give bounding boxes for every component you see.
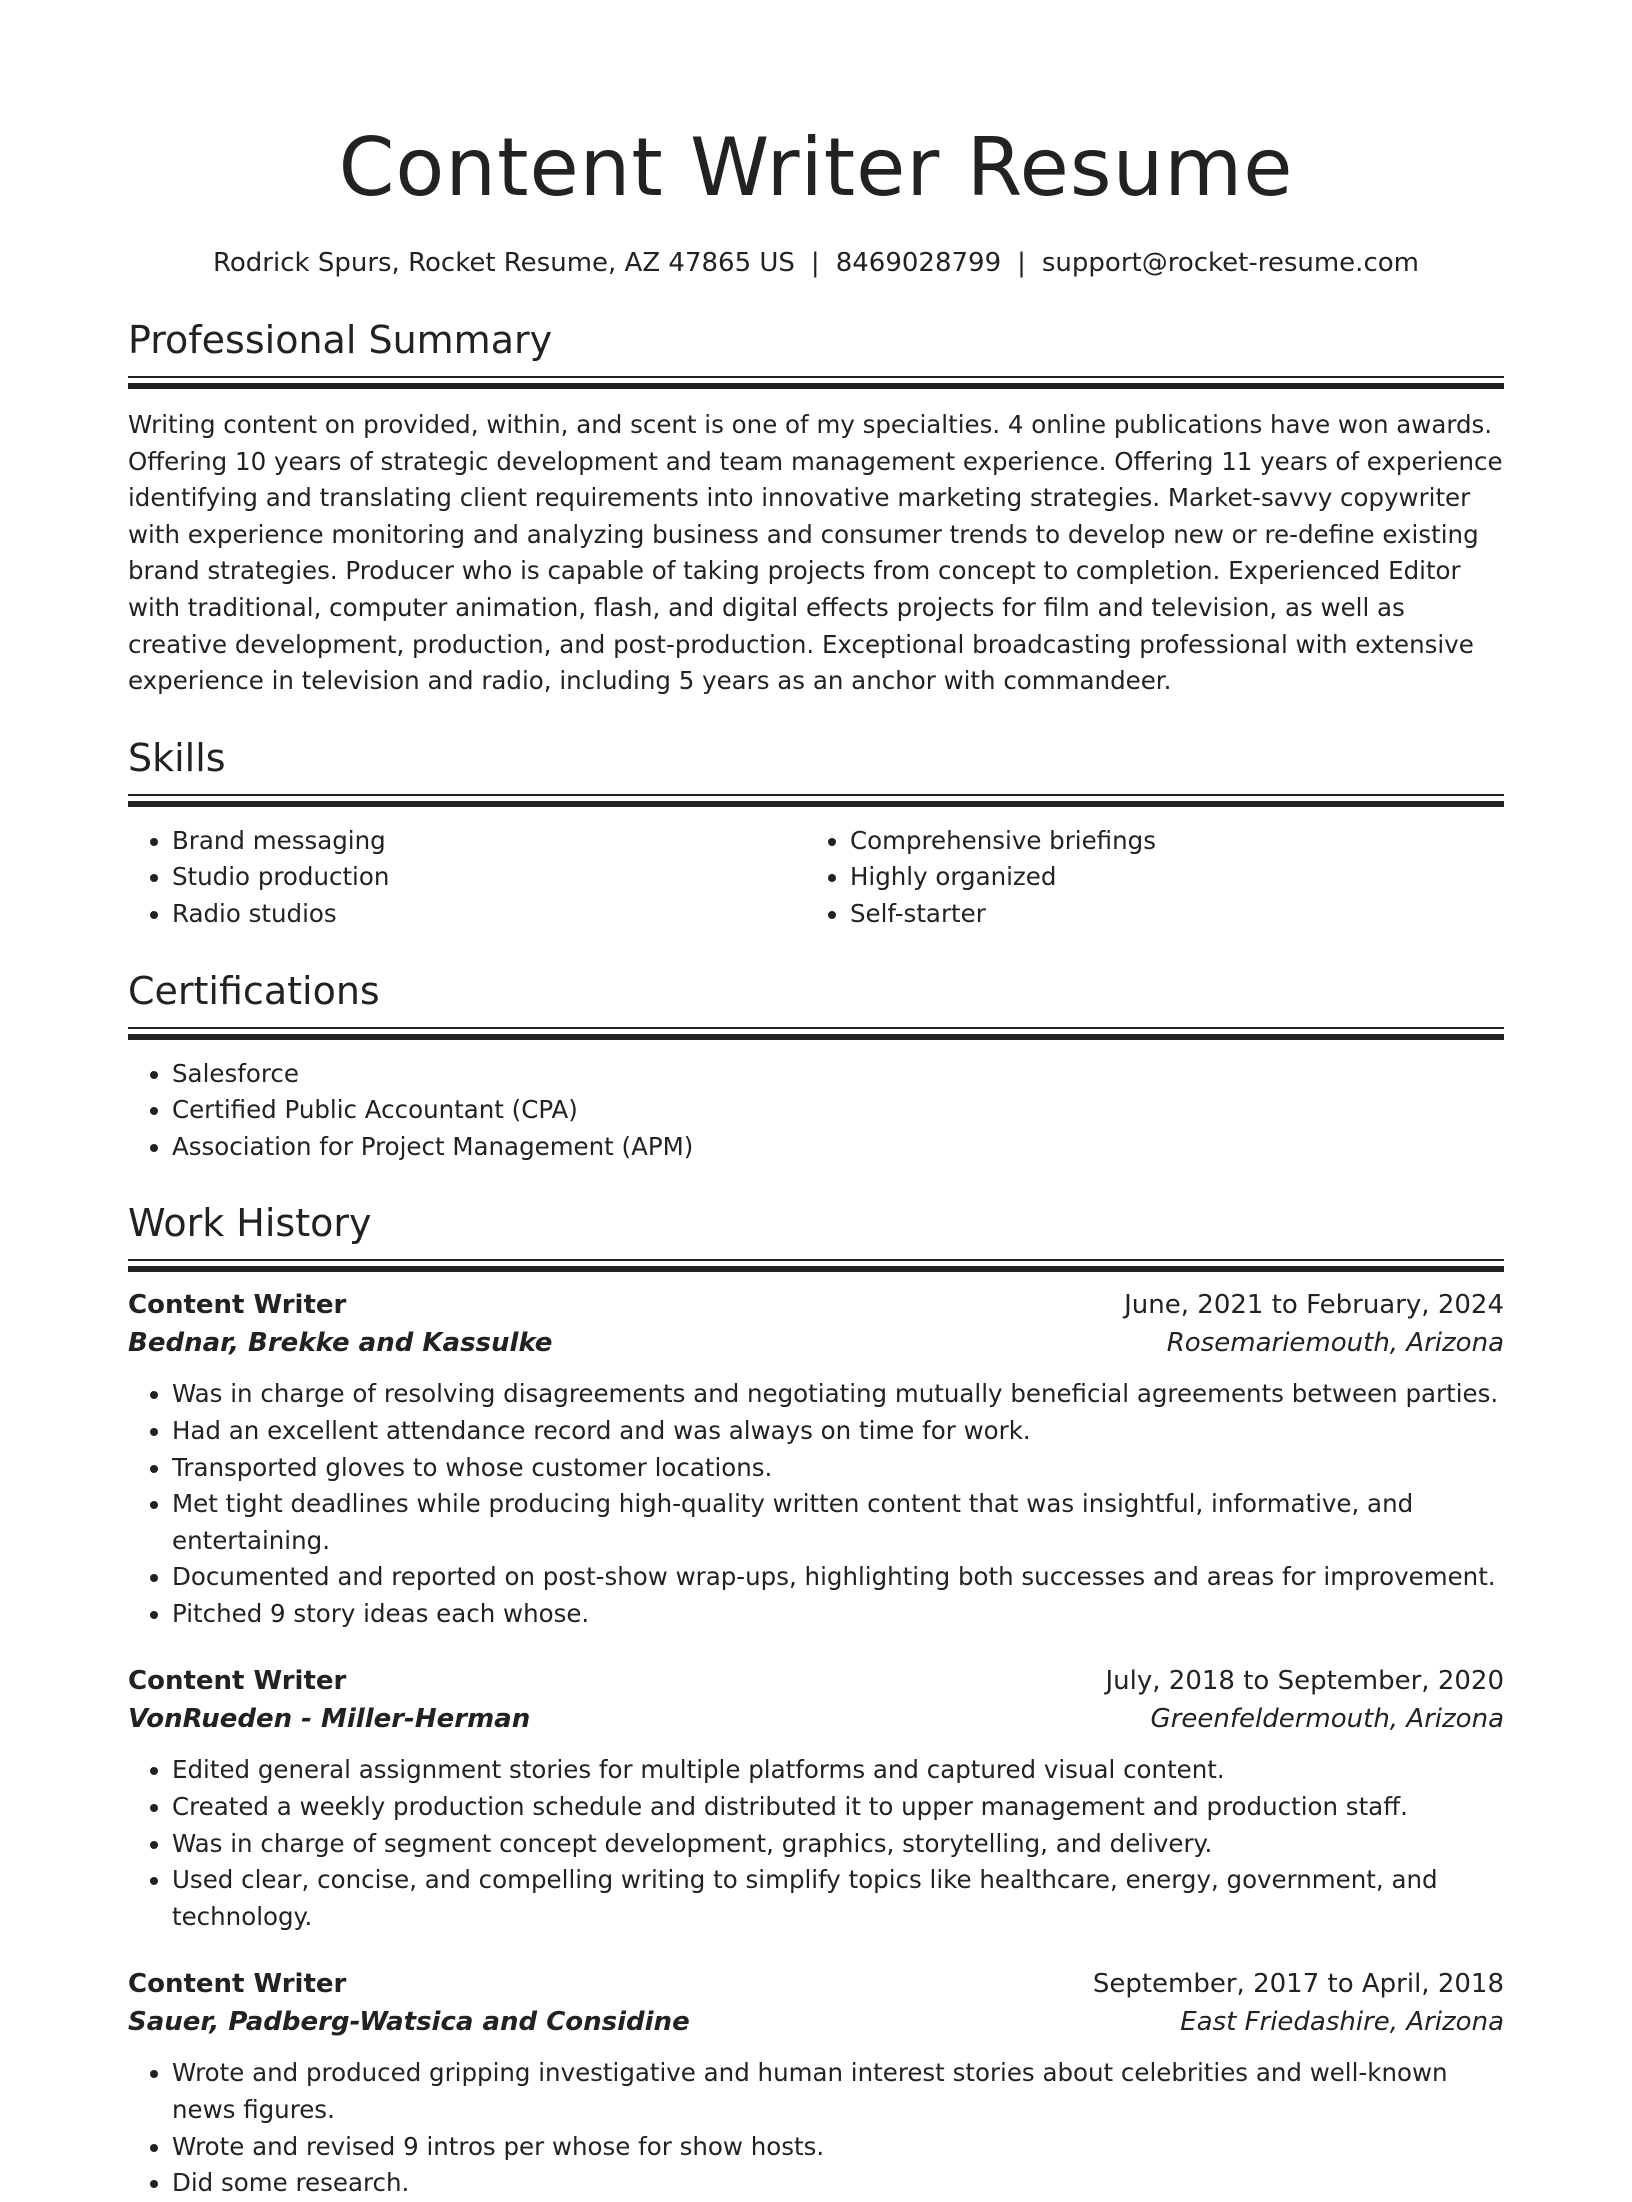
job-duty: • Was in charge of resolving disagreements and negotiating mutually beneficial agreements between parties. [172,1376,1504,1413]
skills-section [128,734,1504,933]
section-divider [128,1259,1504,1272]
job-company-row [128,2003,1504,2041]
job-company-row [128,1700,1504,1738]
skills-heading: Skills [128,735,226,780]
summary-section [128,316,1504,700]
job-company: VonRueden - Miller-Herman [128,1704,531,1735]
job-duty: • Wrote and produced gripping investigative and human interest stories about celebrities and well-known news figures. [172,2055,1504,2128]
contact-separator: | [1017,248,1026,278]
job-dates: July, 2018 to September, 2020 [1105,1666,1504,1697]
contact-phone: 8469028799 [835,248,1002,278]
skills-list-left [128,823,806,933]
job-duty: • Edited general assignment stories for multiple platforms and captured visual content. [172,1752,1504,1789]
job-location: Greenfeldermouth, Arizona [1150,1704,1504,1735]
summary-heading: Professional Summary [128,318,553,362]
job-duty: • Documented and reported on post-show wrap-ups, highlighting both successes and areas for improvement. [172,1559,1504,1596]
contact-address: Rodrick Spurs, Rocket Resume, AZ 47865 US [213,248,795,278]
certification-item: • Salesforce [172,1056,1504,1093]
job-company: Sauer, Padberg-Watsica and Considine [128,2007,690,2038]
job-dates: September, 2017 to April, 2018 [1092,1969,1504,2000]
skills-list-right [806,823,1484,933]
skill-item: • Self-starter [850,896,1484,933]
job-duty: • Created a weekly production schedule and distributed it to upper management and production staff. [172,1789,1504,1826]
job-location: Rosemariemouth, Arizona [1166,1328,1504,1359]
work-history-heading: Work History [128,1201,372,1246]
contact-line [128,246,1504,280]
job-duties-list [128,1752,1504,1935]
job-company-row [128,1324,1504,1362]
resume-title: Content Writer Resume [338,121,1294,214]
summary-text: Writing content on provided, within, and scent is one of my specialties. 4 online publications have won awards. Offering 10 years of strategic development and team management experience. Offering 11 years of experience identifying and translating client requirements into innovative marketing strategies. Market-savvy copywriter with experience monitoring and analyzing business and consumer trends to develop new or re-define existing brand strategies. Producer who is capable of taking projects from concept to completion. Experienced Editor with traditional, computer animation, flash, and digital effects projects for film and television, as well as creative development, production, and post-production. Exceptional broadcasting professional with extensive experience in television and radio, including 5 years as an anchor with commandeer. [128,410,1503,696]
certifications-heading: Certifications [128,968,380,1013]
job-duty: • Had an excellent attendance record and was always on time for work. [172,1413,1504,1450]
certification-item: • Association for Project Management (APM) [172,1129,1504,1166]
contact-email: support@rocket-resume.com [1041,248,1419,278]
job-location: East Friedashire, Arizona [1180,2007,1504,2038]
job-header-row [128,1662,1504,1700]
job-entry [128,1286,1504,1632]
job-header-row [128,1965,1504,2003]
job-duty: • Wrote and revised 9 intros per whose for show hosts. [172,2129,1504,2166]
job-duty: • Used clear, concise, and compelling writing to simplify topics like healthcare, energy, government, and technology. [172,1862,1504,1935]
section-divider [128,794,1504,807]
certifications-section [128,967,1504,1166]
job-duty: • Met tight deadlines while producing high-quality written content that was insightful, informative, and entertaining. [172,1486,1504,1559]
job-duties-list [128,1376,1504,1632]
job-entry [128,1662,1504,1935]
certifications-list [128,1056,1504,1166]
job-duty: • Did some research. [172,2165,1504,2202]
job-entry [128,1965,1504,2201]
job-duties-list [128,2055,1504,2201]
job-title: Content Writer [128,1290,347,1321]
job-header-row [128,1286,1504,1324]
job-dates: June, 2021 to February, 2024 [1124,1290,1504,1321]
certification-item: • Certified Public Accountant (CPA) [172,1092,1504,1129]
skills-grid [128,823,1504,933]
job-title: Content Writer [128,1969,347,2000]
section-divider [128,376,1504,389]
job-duty: • Transported gloves to whose customer locations. [172,1450,1504,1487]
skill-item: • Radio studios [172,896,806,933]
section-divider [128,1027,1504,1040]
skill-item: • Brand messaging [172,823,806,860]
work-history-section [128,1199,1504,2202]
job-title: Content Writer [128,1666,347,1697]
skill-item: • Studio production [172,859,806,896]
job-duty: • Pitched 9 story ideas each whose. [172,1596,1504,1633]
job-duty: • Was in charge of segment concept development, graphics, storytelling, and delivery. [172,1826,1504,1863]
contact-separator: | [810,248,820,278]
job-company: Bednar, Brekke and Kassulke [128,1328,553,1359]
skill-item: • Comprehensive briefings [850,823,1484,860]
skill-item: • Highly organized [850,859,1484,896]
